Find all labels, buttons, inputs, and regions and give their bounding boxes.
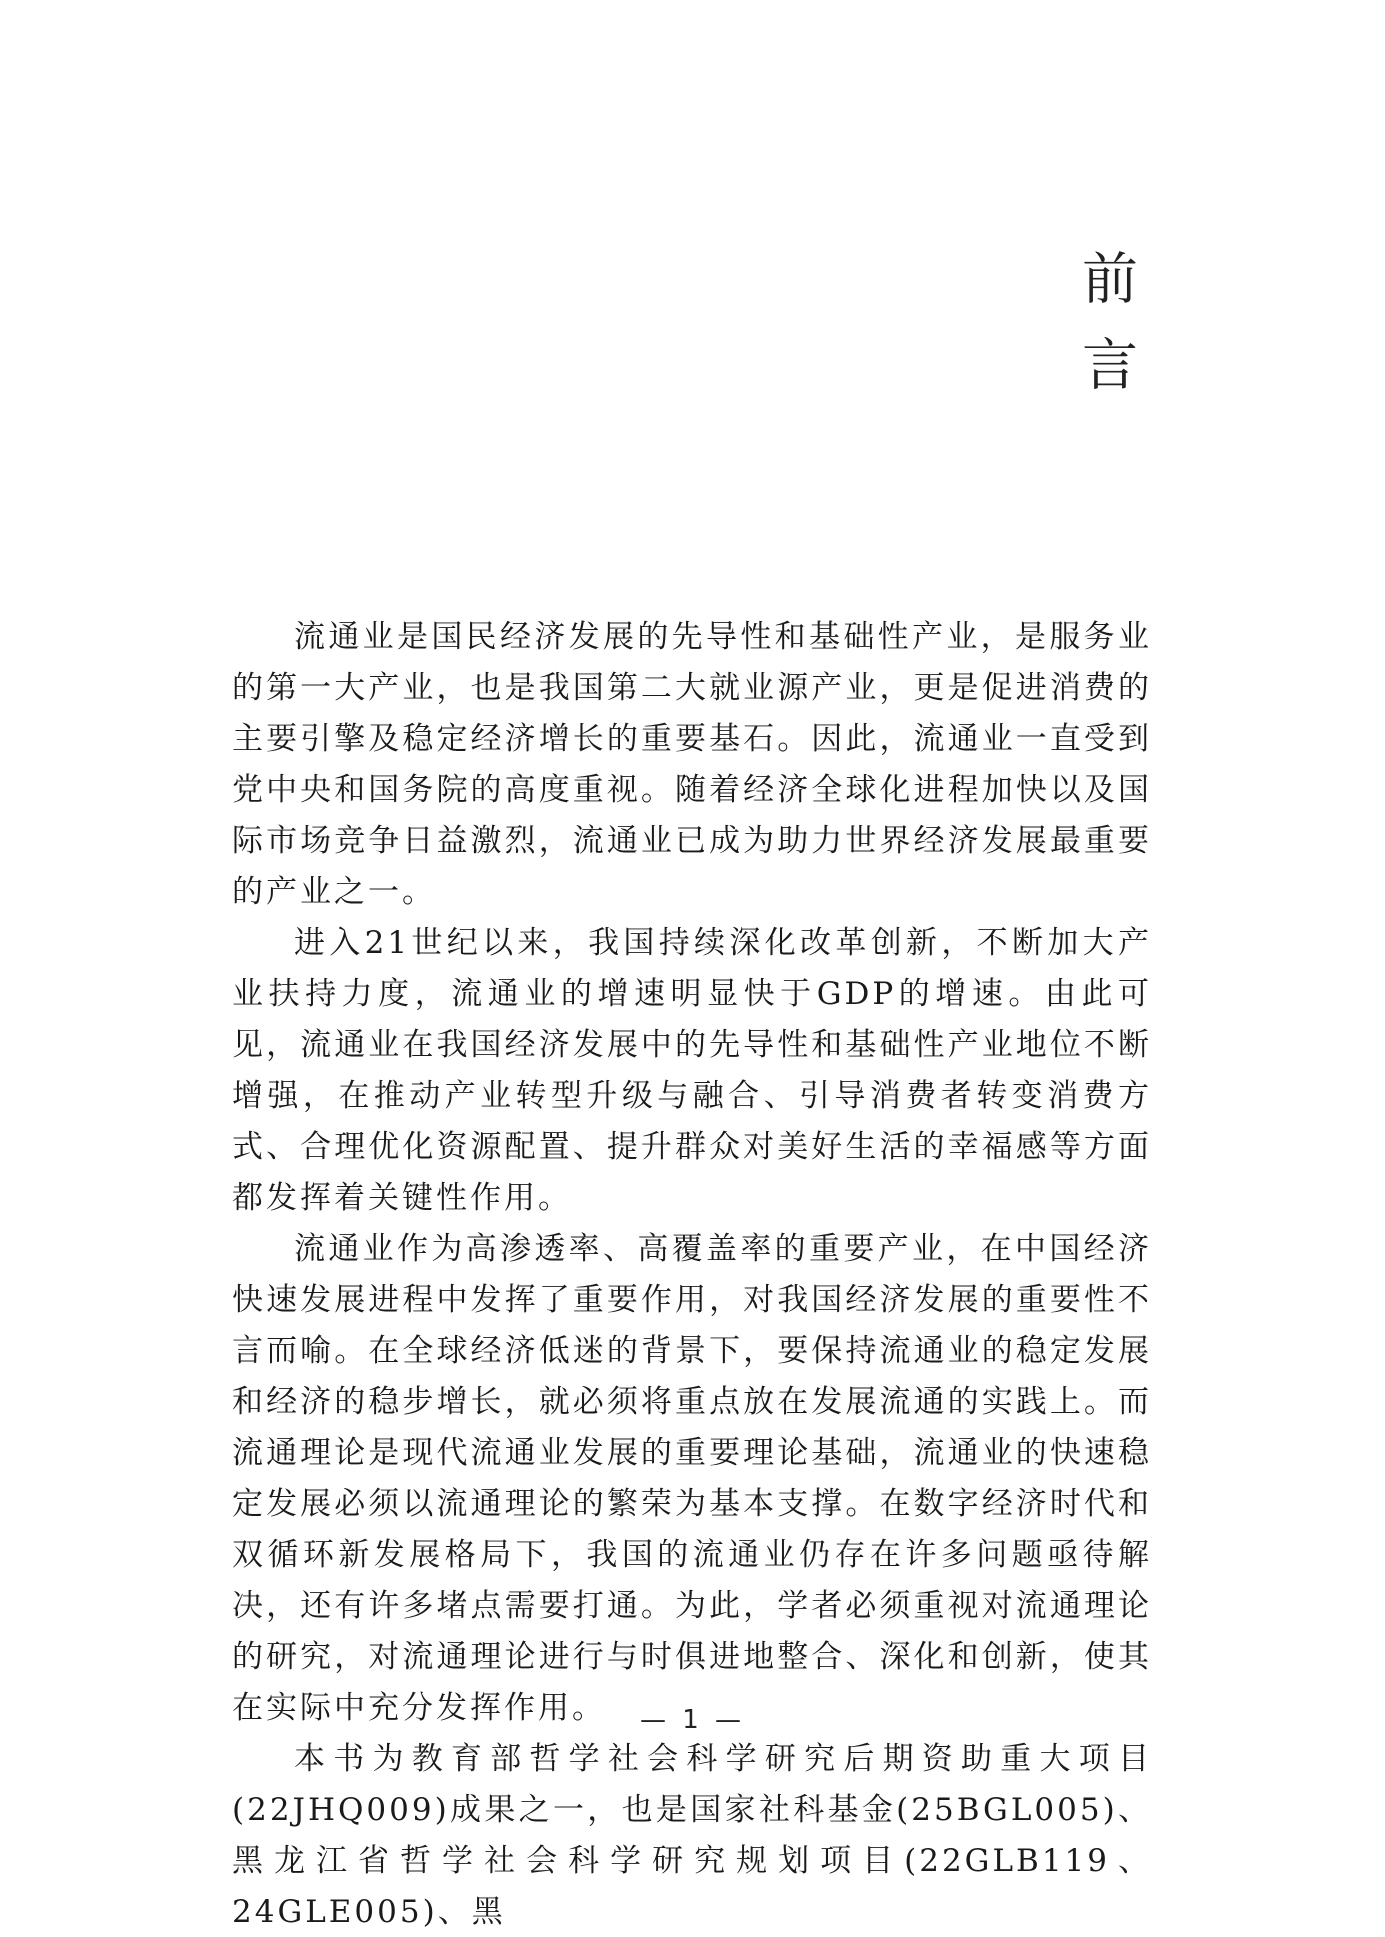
body-text	[232, 612, 1152, 1937]
paragraph: 流通业是国民经济发展的先导性和基础性产业，是服务业的第一大产业，也是我国第二大就业源产业，更是促进消费的主要引擎及稳定经济增长的重要基石。因此，流通业一直受到党中央和国务院的高度重视。随着经济全球化进程加快以及国际市场竞争日益激烈，流通业已成为助力世界经济发展最重要的产业之一。	[232, 619, 1152, 910]
paragraph: 进入21世纪以来，我国持续深化改革创新，不断加大产业扶持力度，流通业的增速明显快于GDP的增速。由此可见，流通业在我国经济发展中的先导性和基础性产业地位不断增强，在推动产业转型升级与融合、引导消费者转变消费方式、合理优化资源配置、提升群众对美好生活的幸福感等方面都发挥着关键性作用。	[232, 925, 1152, 1216]
page-number: — 1 —	[639, 1705, 746, 1735]
paragraph: 流通业作为高渗透率、高覆盖率的重要产业，在中国经济快速发展进程中发挥了重要作用，对我国经济发展的重要性不言而喻。在全球经济低迷的背景下，要保持流通业的稳定发展和经济的稳步增长，就必须将重点放在发展流通的实践上。而流通理论是现代流通业发展的重要理论基础，流通业的快速稳定发展必须以流通理论的繁荣为基本支撑。在数字经济时代和双循环新发展格局下，我国的流通业仍存在许多问题亟待解决，还有许多堵点需要打通。为此，学者必须重视对流通理论的研究，对流通理论进行与时俱进地整合、深化和创新，使其在实际中充分发挥作用。	[232, 1231, 1152, 1726]
page-title: 前言	[1073, 249, 1138, 421]
paragraph: 本书为教育部哲学社会科学研究后期资助重大项目(22JHQ009)成果之一，也是国家社科基金(25BGL005)、黑龙江省哲学社会科学研究规划项目(22GLB119、24GLE005)、黑	[232, 1741, 1152, 1930]
